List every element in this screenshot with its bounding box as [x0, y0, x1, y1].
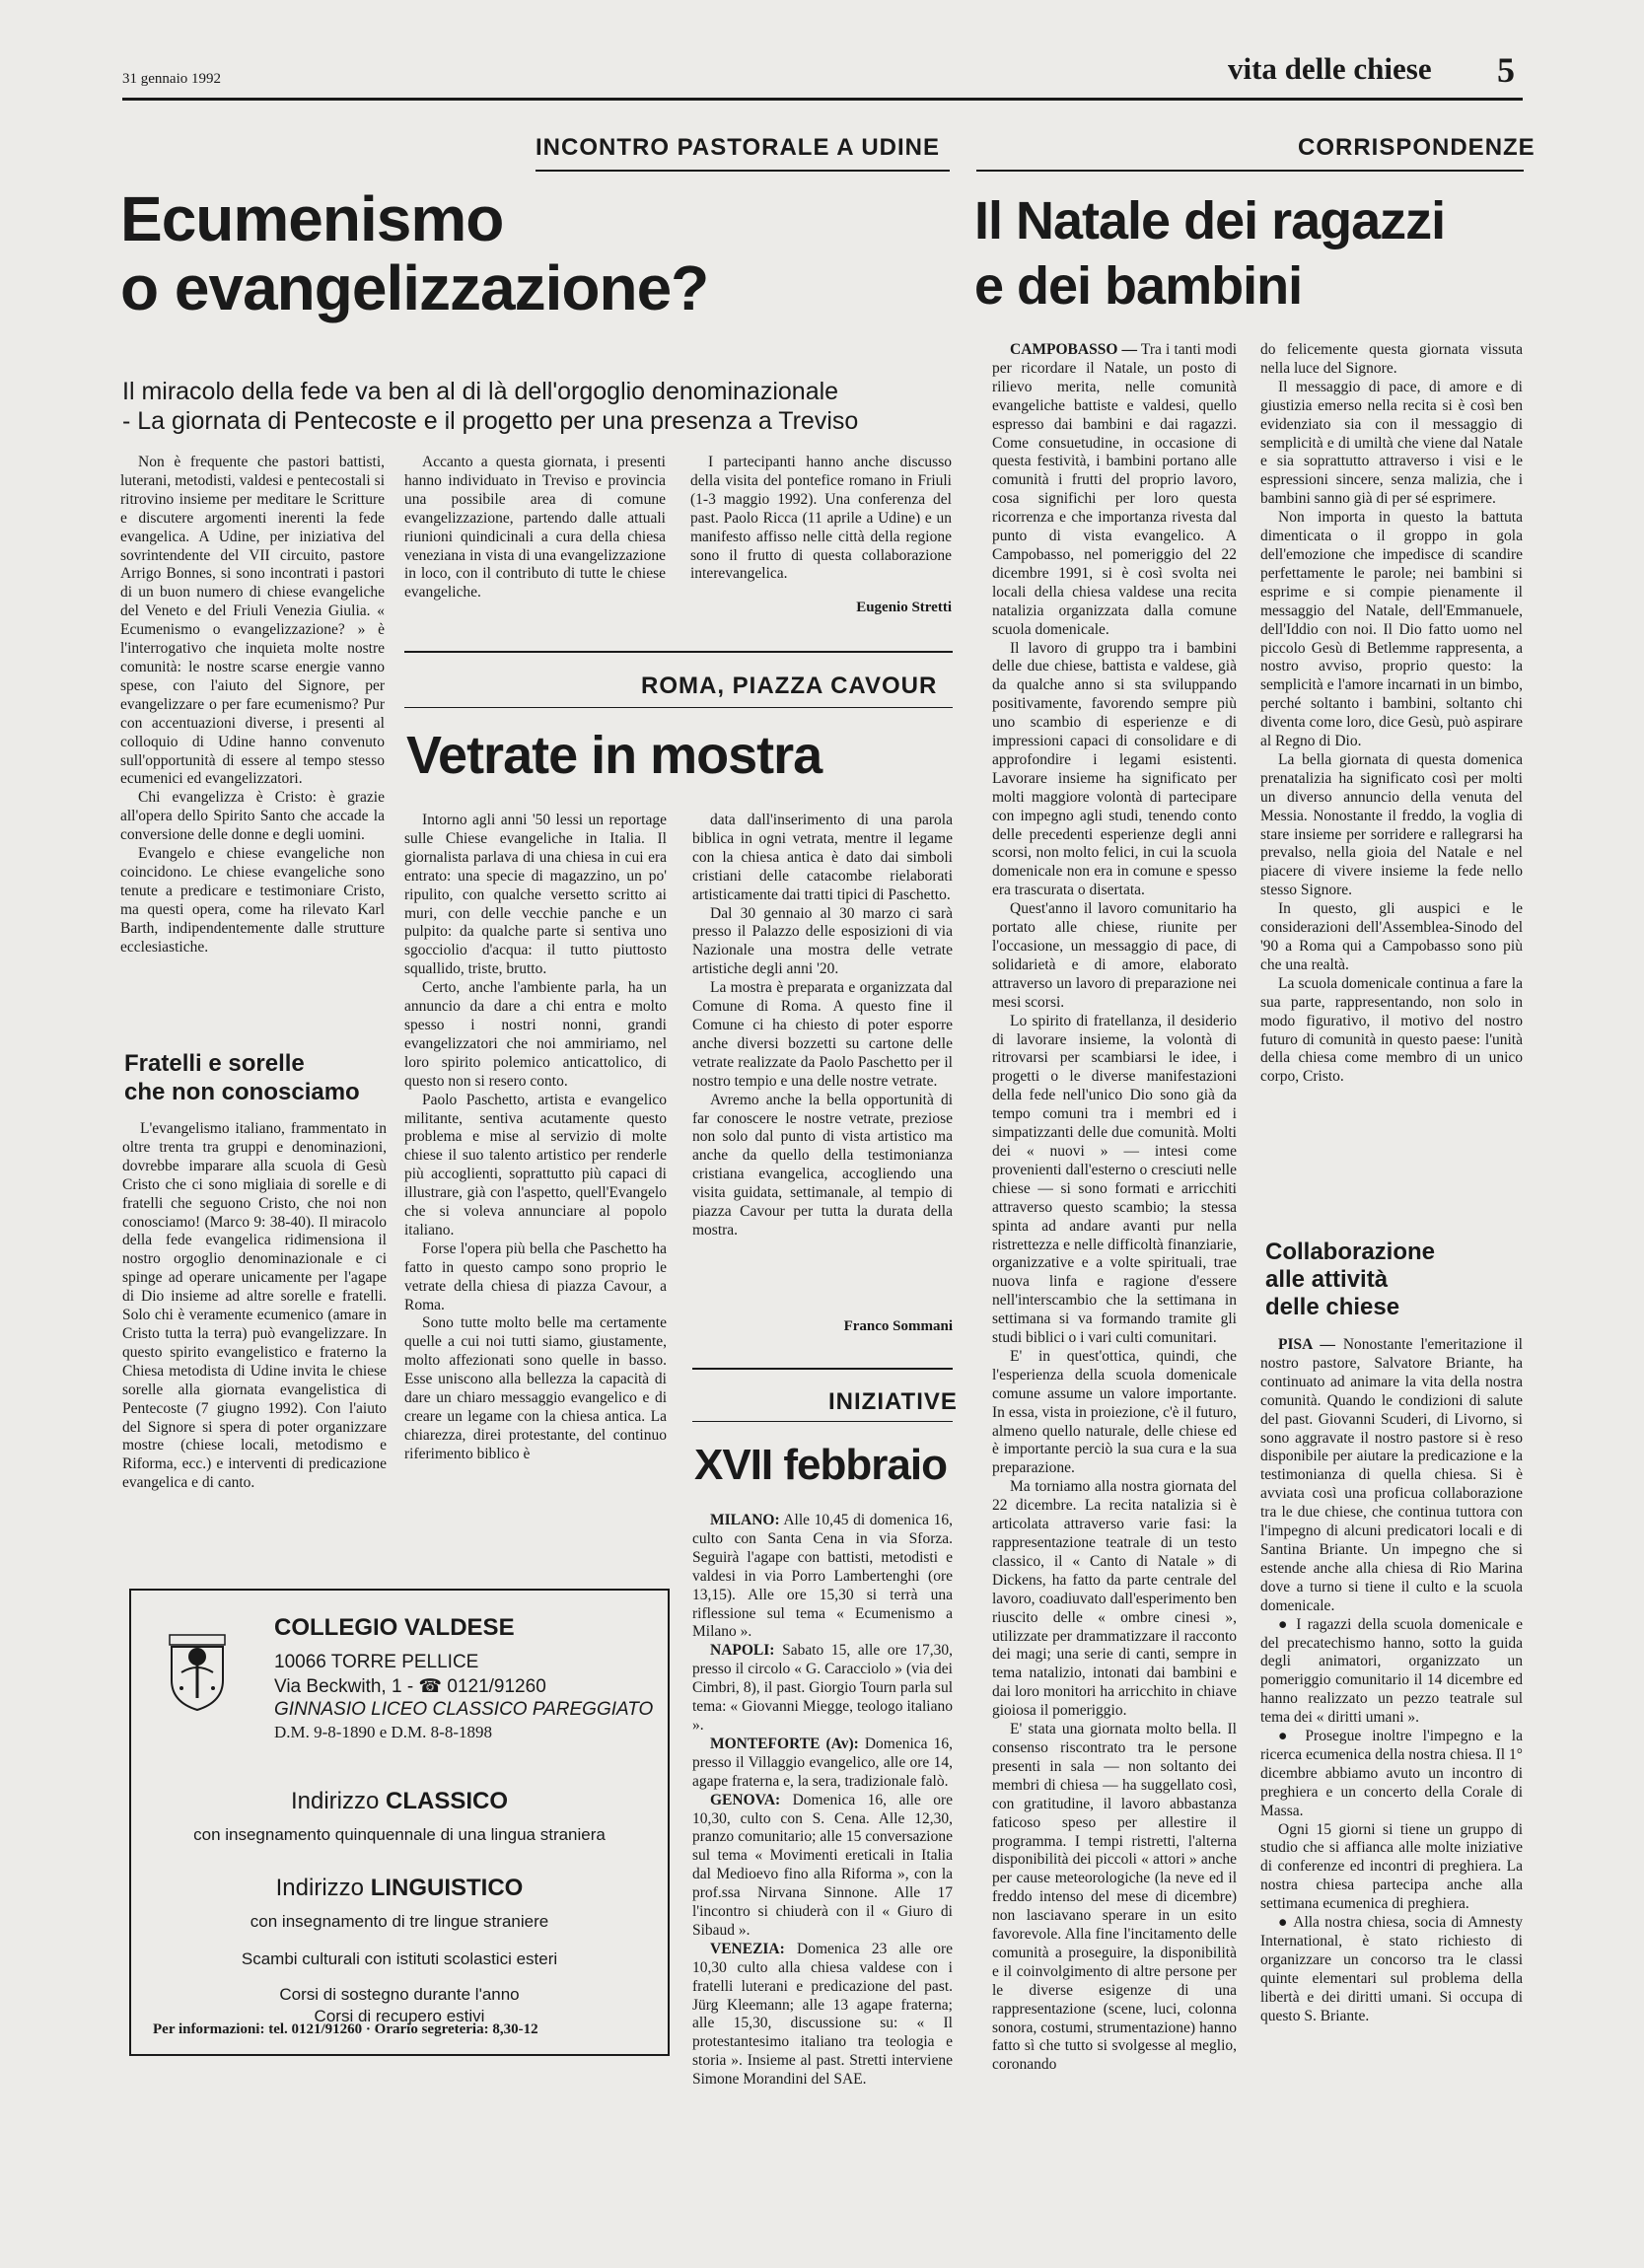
paragraph: Accanto a questa giornata, i presenti hanno individuato in Treviso e provincia una possibile area di comune evangelizzazione, partendo dalle attuali riunioni quindicinali a cura della chiesa veneziana in vista di una evangelizzazione in loco, con il contributo di tutte le chiese evangeliche.: [404, 454, 666, 602]
article1-section-rule: [536, 170, 950, 172]
article1-section: INCONTRO PASTORALE A UDINE: [536, 134, 941, 161]
paragraph: PISA — Nonostante l'emeritazione il nostro pastore, Salvatore Briante, ha continuato ad animare la vita della nostra comunità. Quando le condizioni di salute del past. Giovanni Scuderi, di Livorno, si sono aggravate il nostro pastore si è reso disponibile per aiutare la predicazione e la testimonianza di quella chiesa. Si è avviata così una proficua collaborazione tra le due chiese, che continua tuttora con l'impegno di alcuni predicatori locali e di Santina Briante. Un impegno che si estende anche alla chiesa di Rio Marina dove a turno si tiene il culto e la scuola domenicale.: [1260, 1336, 1523, 1614]
paragraph: ● I ragazzi della scuola domenicale e del precatechismo hanno, sotto la guida degli animatori, organizzato un pomeriggio comunitario il 14 dicembre ed hanno realizzato un pezzo teatrale sul tema dei « diritti umani ».: [1260, 1615, 1523, 1727]
dateline: PISA —: [1278, 1336, 1335, 1353]
ad-footer: Per informazioni: tel. 0121/91260 · Orario segreteria: 8,30-12: [153, 2021, 538, 2037]
article1-title-line1: Ecumenismo: [120, 183, 504, 254]
paragraph: Certo, anche l'ambiente parla, ha un annuncio da dare a chi entra e molto spesso i nostri nonni, grandi evangelizzatori che noi ammiriamo, nel loro spirito polemico anticattolico, di questo non si resero conto.: [404, 979, 667, 1090]
article1-column-3: [690, 454, 952, 584]
article1-standfirst-line1: Il miracolo della fede va ben al di là dell'orgoglio denominazionale: [122, 378, 839, 405]
collegio-valdese-ad: [129, 1589, 670, 2056]
ad-classico-desc: con insegnamento quinquennale di una lingua straniera: [193, 1825, 606, 1844]
ad-indirizzo-linguistico: Indirizzo LINGUISTICO: [275, 1875, 524, 1901]
article4-column-2: [1260, 341, 1523, 1087]
paragraph: L'evangelismo italiano, frammentato in oltre trenta tra gruppi e denominazioni, dovrebbe imparare alla scuola di Gesù Cristo che ci sono migliaia di sorelle e di fratelli che seguono Cristo, che noi non conosciamo! (Marco 9: 38-40). Il miracolo della fede evangelica ridimensiona il nostro orgoglio denominazionale e ci spinge ad operare unicamente per l'agape di Dio insieme ad altre sorelle e fratelli. Solo chi è veramente ecumenico (amare in Cristo tutta la terra) può evangelizzare. In questo spirito evangelistico e fraterno la Chiesa metodista di Udine invita le chiese sorelle alla giornata evangelistica di Pentecoste (7 giugno 1992). Con l'aiuto del Signore si spera di poter organizzare mostre (chiese locali, metodismo e Riforma, ecc.) e interventi di predicazione evangelica e di canto.: [122, 1120, 387, 1492]
paragraph: Paolo Paschetto, artista e evangelico militante, sentiva acutamente questo problema e mise al servizio di molte chiese il suo talento artistico per renderle più accoglienti, soprattutto più capaci di illustrare, già con l'aspetto, quell'Evangelo che si voleva annunciare al popolo italiano.: [404, 1091, 667, 1239]
article3-section-rule: [692, 1421, 953, 1422]
article4-title-line1: Il Natale dei ragazzi: [974, 191, 1446, 250]
page-number: 5: [1497, 50, 1515, 90]
list-item: [692, 1642, 953, 1736]
publication-title: vita delle chiese: [1228, 51, 1432, 86]
article4-subhead-line3: delle chiese: [1265, 1294, 1400, 1320]
paragraph: I partecipanti hanno anche discusso della visita del pontefice romano in Friuli (1-3 maggio 1992). Una conferenza del past. Paolo Ricca (11 aprile a Udine) e un manifesto affisso nelle città della regione sono il frutto di questa collaborazione interevangelica.: [690, 454, 952, 583]
paragraph: Sono tutte molto belle ma certamente quelle a cui noi tutti siamo, giustamente, molto affezionati sono quelle in basso. Esse uniscono alla bellezza la capacità di dare un chiaro messaggio evangelico e di creare un legame con la chiesa antica. La chiarezza, direi protestante, del continuo riferimento biblico è: [404, 1314, 667, 1462]
entry-place: MONTEFORTE (Av):: [710, 1735, 859, 1752]
paragraph: Il messaggio di pace, di amore e di giustizia emerso nella recita si è così ben evidenziato sia con il messaggio di semplicità e di umiltà che viene dal Natale e sia soprattutto attraverso i visi e le espressioni sincere, senza malizia, che i bambini sanno già di per sé esprimere.: [1260, 378, 1523, 508]
article1-column-1b: [122, 1120, 387, 1493]
header-rule: [122, 98, 1523, 101]
paragraph: Evangelo e chiese evangeliche non coincidono. Le chiese evangeliche sono tenute a predicare e testimoniare Cristo, ma questi opera, come ha rilevato Karl Barth, indipendentemente dalle strutture ecclesiastiche.: [120, 845, 385, 956]
paragraph: La mostra è preparata e organizzata dal Comune di Roma. A questo fine il Comune ci ha chiesto di poter esporre anche diversi bozzetti su cartone delle vetrate realizzate da Paolo Paschetto per il nostro tempio e una delle nostre vetrate.: [692, 979, 953, 1090]
paragraph: do felicemente questa giornata vissuta nella luce del Signore.: [1260, 341, 1523, 377]
article2-top-rule: [404, 651, 953, 653]
article4-column-2b: [1260, 1336, 1523, 2026]
entry-place: NAPOLI:: [710, 1642, 775, 1660]
paragraph: Lo spirito di fratellanza, il desiderio di lavorare insieme, la volontà di ritrovarsi per scambiarsi le idee, i progetti o le diverse manifestazioni della fede nell'unico Dio sono già da tempo comuni tra i membri ed i simpatizzanti delle due comunità. Molti dei « nuovi » — intesi come provenienti dall'esterno o cresciuti nelle chiese — si sono formati e arricchiti attraverso questo scambio; la stessa spinta ad andare avanti pur nella ristrettezza e nelle difficoltà finanziarie, organizzative e a volte spirituali, trae nuova linfa e ragione d'essere nell'interscambio che la settimana in settimana si va formando tramite gli studi biblici o i vari culti comunitari.: [992, 1012, 1237, 1347]
list-item: [692, 1792, 953, 1941]
article2-title: Vetrate in mostra: [406, 726, 822, 785]
ad-address-line2: Via Beckwith, 1 - ☎ 0121/91260: [274, 1676, 546, 1697]
article3-entries: [692, 1512, 953, 2090]
article2-section-rule: [404, 707, 953, 708]
article3-top-rule: [692, 1368, 953, 1370]
article4-title-line2: e dei bambini: [974, 256, 1303, 316]
entry-text: Domenica 23 alle ore 10,30 culto alla chiesa valdese con i fratelli luterani e predicazione del past. Jürg Kleemann; alle 13 agape fraterna; alle 15,30, discussione su: « Il protestantesimo italiano tra teologia e storia ». Insieme al past. Stretti interviene Simone Morandini del SAE.: [692, 1940, 954, 2089]
ad-address-line1: 10066 TORRE PELLICE: [274, 1652, 479, 1672]
entry-text: Alle 10,45 di domenica 16, culto con Santa Cena in via Sforza. Seguirà l'agape con battisti, metodisti e valdesi in via Porro Lambertenghi (ore 13,15). Alle ore 15,30 si terrà una riflessione sul tema « Ecumenismo a Milano ».: [692, 1512, 953, 1641]
entry-text: Domenica 16, alle ore 10,30, culto con S. Cena. Alle 12,30, pranzo comunitario; alle 15 conversazione sul tema « Movimenti ereticali in Italia dal Medioevo fino alla Riforma », con la prof.ssa Nirvana Sinnone. Alle 17 l'incontro si chiuderà con il « Giuro di Sibaud ».: [692, 1791, 953, 1939]
ad-linguistico-desc: con insegnamento di tre lingue straniere: [250, 1912, 549, 1931]
paragraph: La scuola domenicale continua a fare la sua parte, rappresentando, non solo in modo figurativo, il motivo del nostro futuro di comunità in questo paese: l'unità della chiesa come membro di un unico corpo, Cristo.: [1260, 974, 1523, 1086]
ad-school-name: COLLEGIO VALDESE: [274, 1614, 515, 1641]
ad-indirizzo-classico: Indirizzo CLASSICO: [290, 1788, 509, 1814]
ad-school-type: GINNASIO LICEO CLASSICO PAREGGIATO: [274, 1699, 654, 1720]
paragraph: Chi evangelizza è Cristo: è grazie all'opera dello Spirito Santo che accade la conversione delle donne e degli uomini.: [120, 789, 385, 844]
paragraph: In questo, gli auspici e le considerazioni dell'Assemblea-Sinodo del '90 a Roma qui a Campobasso sono più che una realtà.: [1260, 900, 1523, 973]
paragraph: Non è frequente che pastori battisti, luterani, metodisti, valdesi e pentecostali si ritrovino insieme per meditare le Scritture e discutere argomenti inerenti la fede evangelica. A Udine, per iniziativa del sovrintendente del VII circuito, pastore Arrigo Bonnes, si sono incontrati i pastori di un buon numero di chiese evangeliche del Veneto e del Friuli Venezia Giulia. « Ecumenismo o evangelizzazione? » è l'interrogativo che inquieta molte nostre comunità: le nostre scarse energie vanno spese, con l'aiuto del Signore, per evangelizzare o per fare ecumenismo? Pur con accentuazioni diverse, i presenti al colloquio di Udine hanno convenuto sull'opportunità di essere al tempo stesso ecumenici ed evangelizzatori.: [120, 454, 385, 788]
article2-signature: Franco Sommani: [843, 1318, 953, 1334]
article4-subhead-line2: alle attività: [1265, 1266, 1389, 1293]
paragraph: ● Alla nostra chiesa, socia di Amnesty International, è stato richiesto di organizzare un concorso tra le classi quinte elementari sul problema della libertà e dei diritti umani. Si occupa di questo S. Briante.: [1260, 1914, 1523, 2024]
paragraph: Ma torniamo alla nostra giornata del 22 dicembre. La recita natalizia si è articolata attraverso varie fasi: la rappresentazione teatrale di un testo classico, il « Canto di Natale » di Dickens, ha fatto da parte centrale del lavoro, coadiuvato dall'esperimento ben riuscito delle « ombre cinesi », utilizzate per drammatizzare il racconto dei magi; una serie di canti, sempre in tema natalizio, intonati dai bambini e dai loro monitori ha arricchito in chiave gioiosa il pomeriggio.: [992, 1478, 1237, 1720]
crest-icon: [168, 1633, 227, 1712]
paragraph: La bella giornata di questa domenica prenatalizia ha significato così per molti un diverso annuncio della venuta del Messia. Nonostante il freddo, la voglia di stare insieme per sorridere e rallegrarsi ha prevalso, nella gioia del Natale e nel piacere di vivere insieme la fede nello stesso Signore.: [1260, 750, 1523, 899]
paragraph: Forse l'opera più bella che Paschetto ha fatto in questo campo sono proprio le vetrate della chiesa di piazza Cavour, a Roma.: [404, 1240, 667, 1313]
article1-subhead-line1: Fratelli e sorelle: [124, 1050, 305, 1077]
paragraph: Avremo anche la bella opportunità di far conoscere le nostre vetrate, preziose non solo dal punto di vista artistico ma anche da quello della testimonianza cristiana evangelica, accogliendo una visita guidata, settimanale, al tempio di piazza Cavour per tutta la durata della mostra.: [692, 1091, 953, 1239]
ad-decree: D.M. 9-8-1890 e D.M. 8-8-1898: [274, 1723, 492, 1741]
entry-place: VENEZIA:: [710, 1940, 785, 1957]
entry-text: Sabato 15, alle ore 17,30, presso il circolo « G. Caracciolo » (via dei Cimbri, 8), il past. Giorgio Tourn parla sul tema: « Giovanni Miegge, teologo italiano ».: [692, 1642, 954, 1734]
list-item: [692, 1941, 953, 2090]
article4-column-1: [992, 341, 1237, 2075]
paragraph: E' stata una giornata molto bella. Il consenso riscontrato tra le persone presenti in sala — non soltanto dei membri di chiesa — ha suggellato così, con gratitudine, il lavoro abbastanza faticoso speso per allestire il programma. I tempi ristretti, l'alterna disponibilità dei piccoli « attori » anche per cause meteorologiche (la neve ed il freddo intenso del mese di dicembre) non lasciavano sperare in un esito favorevole. Alla fine l'incitamento delle comunità a proseguire, la disponibilità e il coinvolgimento di altre persone per le diverse esigenze di una rappresentazione (scene, luci, colonna sonora, costumi, strumentazione) hanno fatto sì che tutto si svolgesse al meglio, coronando: [992, 1721, 1237, 2074]
article4-subhead-line1: Collaborazione: [1265, 1239, 1436, 1265]
entry-text: Domenica 16, presso il Villaggio evangelico, alle ore 14, agape fraterna e, la sera, tradizionale falò.: [692, 1735, 953, 1790]
paragraph: Dal 30 gennaio al 30 marzo ci sarà presso il Palazzo delle esposizioni di via Nazionale una mostra delle vetrate artistiche degli anni '20.: [692, 904, 953, 978]
article1-signature: Eugenio Stretti: [856, 600, 952, 615]
paragraph: data dall'inserimento di una parola biblica in ogni vetrata, mentre il legame con la chiesa antica è dato dai simboli cristiani delle catacombe rielaborati artisticamente dai tratti tipici di Paschetto.: [692, 812, 953, 903]
article3-section: INIZIATIVE: [828, 1388, 958, 1415]
issue-date: 31 gennaio 1992: [122, 71, 221, 87]
article2-column-1: [404, 812, 667, 1464]
entry-place: GENOVA:: [710, 1791, 781, 1808]
dateline: CAMPOBASSO —: [1010, 341, 1138, 358]
article1-column-2: [404, 454, 666, 602]
entry-place: MILANO:: [710, 1512, 780, 1528]
article1-standfirst-line2: - La giornata di Pentecoste e il progetto per una presenza a Treviso: [122, 407, 859, 435]
paragraph: ● Prosegue inoltre l'impegno e la ricerca ecumenica della nostra chiesa. Il 1° dicembre abbiamo avuto un incontro di preghiera e un concerto della Corale di Massa.: [1260, 1728, 1523, 1819]
paragraph: CAMPOBASSO — Tra i tanti modi per ricordare il Natale, un posto di rilievo merita, nelle comunità evangeliche battiste e valdesi, quello espresso dai bambini e dai ragazzi. Come consuetudine, in occasione di questa festività, i bambini portano alle comunità i frutti del proprio lavoro, cosa significhi per loro questa ricorrenza e che importanza rivesta dal punto di vista evangelico. A Campobasso, nel pomeriggio del 22 dicembre 1991, si è così svolta nei locali della chiesa valdese una recita natalizia organizzata dalla comune scuola domenicale.: [992, 341, 1237, 638]
ad-courses-line1: Corsi di sostegno durante l'anno: [279, 1985, 520, 2004]
article4-section-rule: [976, 170, 1524, 172]
ad-courses-line2: Corsi di recupero estivi: [314, 2007, 485, 2025]
paragraph: Non importa in questo la battuta dimenticata o il groppo in gola dell'emozione che impedisce di scandire perfettamente le parole; nei bambini si esprime e si compie pienamente il messaggio del Natale, dell'Emmanuele, dell'Iddio con noi. Il Dio fatto uomo nel piccolo Gesù di Betlemme rappresenta, a nostro avviso, proprio questo: la semplicità e l'amore incarnati in un bimbo, perché soltanto i bambini, soltanto chi diventa come loro, dice Gesù, può aspirare al Regno di Dio.: [1260, 509, 1523, 750]
paragraph: Quest'anno il lavoro comunitario ha portato alle chiese, riunite per l'occasione, un messaggio di pace, di solidarietà e di amore, elaborato attraverso un lavoro di preparazione nei mesi scorsi.: [992, 900, 1237, 1011]
paragraph: Intorno agli anni '50 lessi un reportage sulle Chiese evangeliche in Italia. Il giornalista parlava di una chiesa in cui era entrato: una specie di magazzino, un po' ripulito, con qualche versetto scritto ai muri, con delle vecchie panche e un pulpito: da qualche parte si sentiva uno sgocciolio d'acqua: il tutto piuttosto squallido, triste, brutto.: [404, 812, 667, 978]
article4-section: CORRISPONDENZE: [1298, 134, 1536, 161]
article1-column-1: [120, 454, 385, 957]
article1-title-line2: o evangelizzazione?: [120, 252, 709, 323]
paragraph: E' in quest'ottica, quindi, che l'esperienza della scuola domenicale comune assume un valore importante. In essa, vista in proiezione, c'è il futuro, almeno quello naturale, delle chiese ed è importante perciò la sua cura e la sua preparazione.: [992, 1347, 1237, 1477]
paragraph: Il lavoro di gruppo tra i bambini delle due chiese, battista e valdese, già da qualche anno si sta sviluppando positivamente, favorendo sempre più uno scambio di esperienze e di impressioni capaci di consolidare e di approfondire i legami esistenti. Lavorare insieme ha significato per molti maggiore volontà di partecipare con impegno agli studi, tenendo conto delle precedenti esperienze degli anni scorsi, non molto felici, in cui la scuola domenicale non era in comune e spesso era trascurata o disertata.: [992, 639, 1237, 899]
article3-title: XVII febbraio: [694, 1441, 947, 1489]
paragraph: Ogni 15 giorni si tiene un gruppo di studio che si affianca alle molte iniziative di conferenze ed incontri di preghiera. La nostra chiesa partecipa anche alla settimana ecumenica di preghiera.: [1260, 1820, 1523, 1913]
list-item: [692, 1736, 953, 1792]
list-item: [692, 1512, 953, 1642]
article2-section: ROMA, PIAZZA CAVOUR: [641, 673, 938, 699]
ad-exchange: Scambi culturali con istituti scolastici esteri: [241, 1949, 558, 1968]
article2-column-2: [692, 812, 953, 1240]
article1-subhead-line2: che non conosciamo: [124, 1079, 360, 1105]
